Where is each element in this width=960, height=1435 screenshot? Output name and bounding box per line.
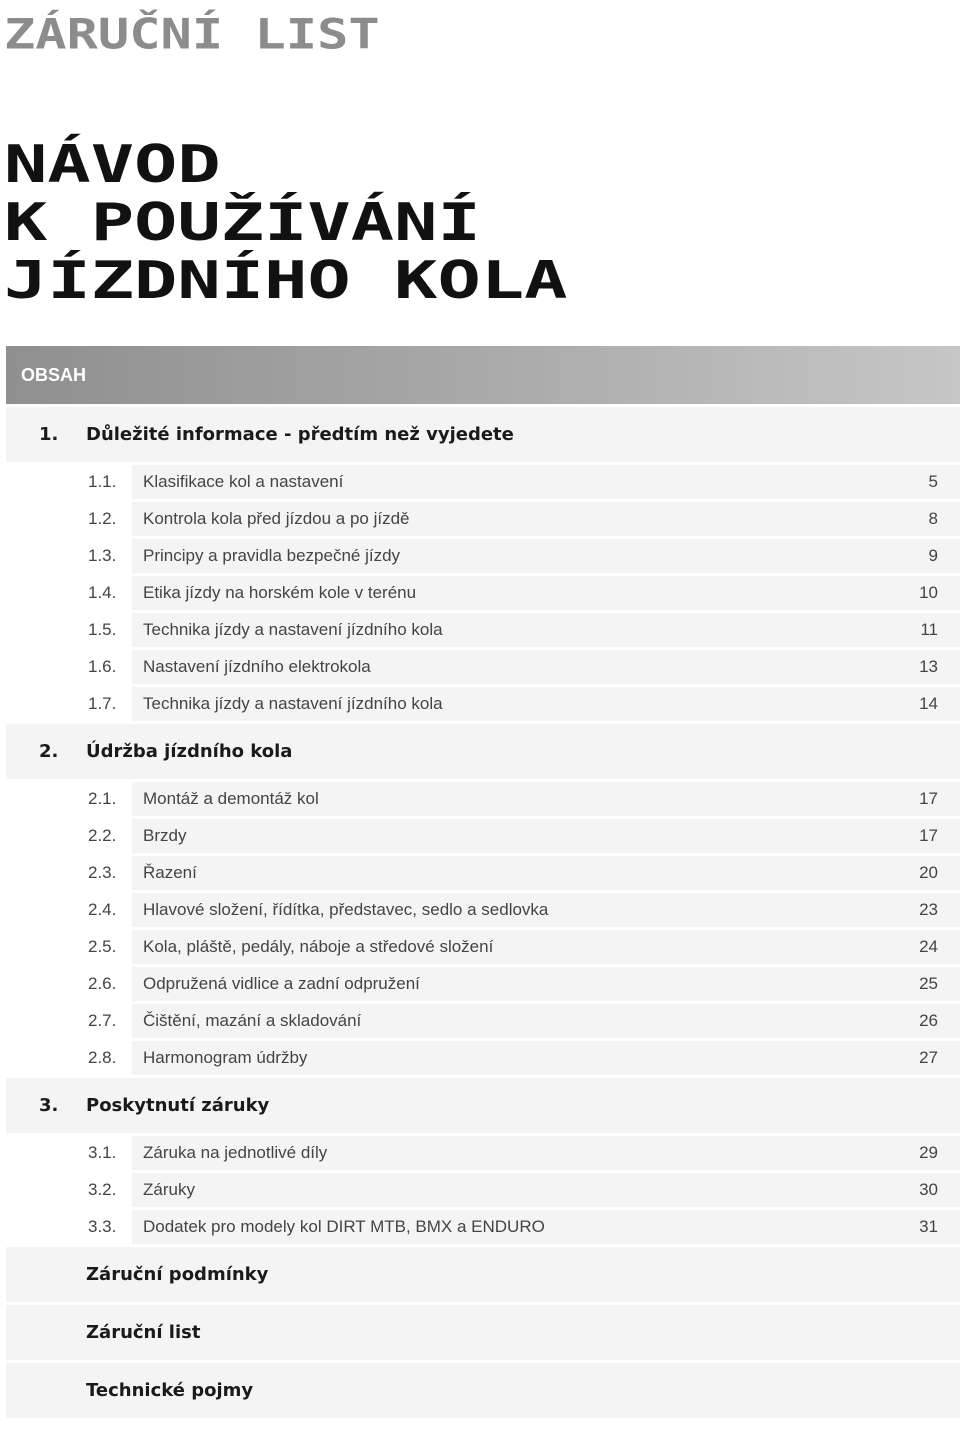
title-line-2: K POUŽÍVÁNÍ bbox=[4, 191, 481, 253]
section-title: Poskytnutí záruky bbox=[86, 1095, 270, 1116]
title-line-1: NÁVOD bbox=[4, 133, 221, 195]
item-page: 14 bbox=[919, 694, 938, 713]
item-title: Montáž a demontáž kol bbox=[143, 789, 319, 808]
section-title: Technické pojmy bbox=[86, 1380, 254, 1401]
item-number: 2.5. bbox=[88, 937, 117, 956]
toc-item[interactable] bbox=[6, 502, 960, 536]
item-page: 30 bbox=[919, 1180, 938, 1199]
item-title: Záruka na jednotlivé díly bbox=[143, 1143, 328, 1162]
toc-item[interactable] bbox=[6, 967, 960, 1001]
section-title: Záruční podmínky bbox=[86, 1264, 269, 1285]
item-title: Nastavení jízdního elektrokola bbox=[143, 657, 371, 676]
item-title: Odpružená vidlice a zadní odpružení bbox=[143, 974, 420, 993]
item-number: 1.2. bbox=[88, 509, 117, 528]
item-number: 2.2. bbox=[88, 826, 117, 845]
toc-item[interactable] bbox=[6, 465, 960, 499]
item-title: Kontrola kola před jízdou a po jízdě bbox=[143, 509, 410, 528]
item-title: Harmonogram údržby bbox=[143, 1048, 308, 1067]
item-number: 2.7. bbox=[88, 1011, 117, 1030]
item-page: 10 bbox=[919, 583, 938, 602]
item-number: 2.8. bbox=[88, 1048, 117, 1067]
item-title: Kola, pláště, pedály, náboje a středové složení bbox=[143, 937, 494, 956]
toc-section-warranty-card[interactable] bbox=[6, 1305, 960, 1360]
item-number: 1.4. bbox=[88, 583, 117, 602]
item-number: 2.1. bbox=[88, 789, 117, 808]
toc-item[interactable] bbox=[6, 819, 960, 853]
item-page: 24 bbox=[919, 937, 938, 956]
item-page: 20 bbox=[919, 863, 938, 882]
item-title: Hlavové složení, řídítka, představec, sedlo a sedlovka bbox=[143, 900, 549, 919]
section-number: 3. bbox=[39, 1095, 59, 1116]
toc-item[interactable] bbox=[6, 1041, 960, 1075]
toc-item[interactable] bbox=[6, 1136, 960, 1170]
item-page: 5 bbox=[928, 472, 938, 491]
toc-section-2[interactable] bbox=[6, 724, 960, 779]
toc-item[interactable] bbox=[6, 613, 960, 647]
item-title: Technika jízdy a nastavení jízdního kola bbox=[143, 620, 443, 639]
toc-item[interactable] bbox=[6, 576, 960, 610]
item-page: 11 bbox=[920, 620, 938, 639]
item-number: 3.2. bbox=[88, 1180, 117, 1199]
item-title: Čištění, mazání a skladování bbox=[143, 1011, 362, 1030]
section-title: Údržba jízdního kola bbox=[86, 741, 293, 762]
item-number: 3.1. bbox=[88, 1143, 117, 1162]
toc-item[interactable] bbox=[6, 782, 960, 816]
item-number: 1.5. bbox=[88, 620, 117, 639]
item-number: 1.3. bbox=[88, 546, 117, 565]
toc-section-3[interactable] bbox=[6, 1078, 960, 1133]
item-title: Principy a pravidla bezpečné jízdy bbox=[143, 546, 401, 565]
section-title: Důležité informace - předtím než vyjedete bbox=[86, 424, 514, 445]
toc-heading: OBSAH bbox=[6, 346, 960, 404]
item-page: 29 bbox=[919, 1143, 938, 1162]
item-title: Řazení bbox=[143, 863, 197, 882]
item-page: 13 bbox=[919, 657, 938, 676]
toc-item[interactable] bbox=[6, 856, 960, 890]
table-of-contents bbox=[6, 346, 960, 1421]
toc-item[interactable] bbox=[6, 539, 960, 573]
item-title: Etika jízdy na horském kole v terénu bbox=[143, 583, 417, 602]
toc-item[interactable] bbox=[6, 1004, 960, 1038]
item-title: Záruky bbox=[143, 1180, 195, 1199]
item-number: 2.4. bbox=[88, 900, 117, 919]
section-number: 1. bbox=[39, 424, 59, 445]
toc-section-1[interactable] bbox=[6, 407, 960, 462]
item-number: 3.3. bbox=[88, 1217, 117, 1236]
item-page: 9 bbox=[928, 546, 938, 565]
item-page: 25 bbox=[919, 974, 938, 993]
item-number: 1.6. bbox=[88, 657, 117, 676]
item-page: 26 bbox=[919, 1011, 938, 1030]
title-line-3: JÍZDNÍHO KOLA bbox=[4, 249, 568, 311]
item-number: 2.3. bbox=[88, 863, 117, 882]
item-page: 23 bbox=[919, 900, 938, 919]
item-page: 27 bbox=[919, 1048, 938, 1067]
document-subtitle: ZÁRUČNÍ LIST bbox=[4, 10, 380, 59]
item-number: 1.7. bbox=[88, 694, 117, 713]
toc-item[interactable] bbox=[6, 1210, 960, 1244]
toc-item[interactable] bbox=[6, 1173, 960, 1207]
section-title: Záruční list bbox=[86, 1322, 201, 1343]
item-page: 17 bbox=[919, 826, 938, 845]
item-page: 31 bbox=[919, 1217, 938, 1236]
toc-item[interactable] bbox=[6, 930, 960, 964]
item-title: Dodatek pro modely kol DIRT MTB, BMX a ENDURO bbox=[143, 1217, 545, 1236]
toc-item[interactable] bbox=[6, 650, 960, 684]
toc-item[interactable] bbox=[6, 687, 960, 721]
toc-section-warranty-conditions[interactable] bbox=[6, 1247, 960, 1302]
section-number: 2. bbox=[39, 741, 59, 762]
item-number: 2.6. bbox=[88, 974, 117, 993]
item-page: 17 bbox=[919, 789, 938, 808]
item-number: 1.1. bbox=[88, 472, 117, 491]
toc-section-technical-terms[interactable] bbox=[6, 1363, 960, 1418]
item-title: Brzdy bbox=[143, 826, 187, 845]
toc-item[interactable] bbox=[6, 893, 960, 927]
item-title: Klasifikace kol a nastavení bbox=[143, 472, 344, 491]
item-page: 8 bbox=[928, 509, 938, 528]
item-title: Technika jízdy a nastavení jízdního kola bbox=[143, 694, 443, 713]
